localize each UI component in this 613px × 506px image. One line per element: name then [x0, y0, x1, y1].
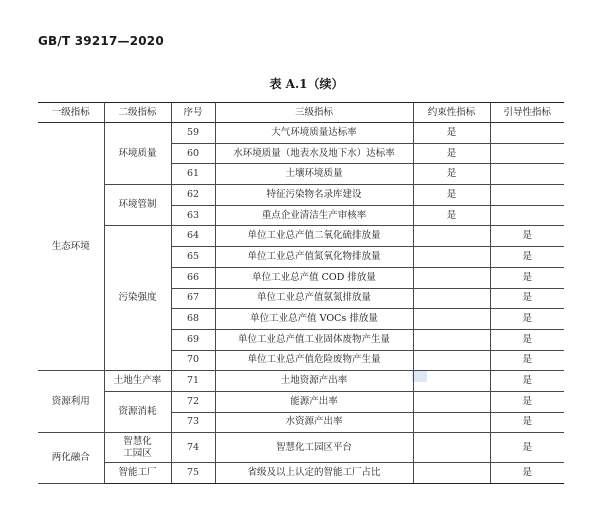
indicator-cell: 单位工业总产值二氧化硫排放量	[215, 226, 413, 247]
binding-cell	[413, 309, 490, 330]
level2-cell: 土地生产率	[104, 371, 171, 392]
binding-cell: 是	[413, 205, 490, 226]
binding-cell	[413, 247, 490, 268]
table-caption: 表 A.1（续）	[269, 77, 344, 91]
guiding-cell	[490, 123, 564, 144]
indicator-cell: 省级及以上认定的智能工厂占比	[215, 463, 413, 484]
binding-cell	[413, 329, 490, 350]
level1-cell: 生态环境	[38, 123, 104, 371]
indicator-cell: 大气环境质量达标率	[215, 123, 413, 144]
row-number: 63	[171, 205, 215, 226]
binding-cell: 是	[413, 123, 490, 144]
indicator-cell: 水环境质量（地表水及地下水）达标率	[215, 143, 413, 164]
table-row	[38, 123, 564, 144]
indicator-table	[38, 102, 564, 484]
guiding-cell: 是	[490, 329, 564, 350]
indicator-cell: 单位工业总产值 VOCs 排放量	[215, 309, 413, 330]
level2-cell: 环境管制	[104, 185, 171, 226]
level2-cell: 资源消耗	[104, 391, 171, 432]
guiding-cell: 是	[490, 267, 564, 288]
table-row	[38, 371, 564, 392]
guiding-cell: 是	[490, 371, 564, 392]
level2-cell: 智能工厂	[104, 463, 171, 484]
binding-cell	[413, 267, 490, 288]
row-number: 71	[171, 371, 215, 392]
guiding-cell	[490, 205, 564, 226]
row-number: 68	[171, 309, 215, 330]
level2-cell-text: 智慧化工园区	[123, 435, 152, 459]
binding-cell	[413, 433, 490, 463]
indicator-cell: 重点企业清洁生产审核率	[215, 205, 413, 226]
header-level3: 三级指标	[215, 103, 413, 123]
guiding-cell: 是	[490, 433, 564, 463]
row-number: 65	[171, 247, 215, 268]
row-number: 70	[171, 350, 215, 371]
table-header-row	[38, 103, 564, 123]
guiding-cell	[490, 164, 564, 185]
level2-cell: 环境质量	[104, 123, 171, 185]
header-binding: 约束性指标	[413, 103, 490, 123]
indicator-cell: 土壤环境质量	[215, 164, 413, 185]
guiding-cell: 是	[490, 350, 564, 371]
table-row	[38, 185, 564, 206]
guiding-cell: 是	[490, 247, 564, 268]
binding-cell	[413, 288, 490, 309]
binding-cell: 是	[413, 143, 490, 164]
indicator-cell: 智慧化工园区平台	[215, 433, 413, 463]
guiding-cell: 是	[490, 412, 564, 433]
table-row	[38, 226, 564, 247]
guiding-cell: 是	[490, 463, 564, 484]
guiding-cell: 是	[490, 226, 564, 247]
standard-code: GB/T 39217—2020	[38, 34, 164, 48]
guiding-cell: 是	[490, 288, 564, 309]
guiding-cell	[490, 185, 564, 206]
level2-cell	[104, 433, 171, 463]
table-row	[38, 463, 564, 484]
binding-cell	[413, 226, 490, 247]
indicator-cell: 单位工业总产值危险废物产生量	[215, 350, 413, 371]
level1-cell: 两化融合	[38, 433, 104, 484]
indicator-cell: 水资源产出率	[215, 412, 413, 433]
indicator-cell: 单位工业总产值氮氧化物排放量	[215, 247, 413, 268]
indicator-cell: 土地资源产出率	[215, 371, 413, 392]
binding-cell	[413, 412, 490, 433]
row-number: 59	[171, 123, 215, 144]
row-number: 69	[171, 329, 215, 350]
header-number: 序号	[171, 103, 215, 123]
binding-cell	[413, 463, 490, 484]
binding-cell: 是	[413, 185, 490, 206]
level1-cell: 资源利用	[38, 371, 104, 433]
row-number: 60	[171, 143, 215, 164]
indicator-cell: 单位工业总产值工业固体废物产生量	[215, 329, 413, 350]
row-number: 73	[171, 412, 215, 433]
indicator-cell: 单位工业总产值 COD 排放量	[215, 267, 413, 288]
binding-cell	[413, 371, 490, 392]
indicator-cell: 单位工业总产值氨氮排放量	[215, 288, 413, 309]
binding-cell	[413, 391, 490, 412]
header-level1: 一级指标	[38, 103, 104, 123]
header-guiding: 引导性指标	[490, 103, 564, 123]
guiding-cell: 是	[490, 391, 564, 412]
table-row	[38, 391, 564, 412]
indicator-cell: 能源产出率	[215, 391, 413, 412]
indicator-cell: 特征污染物名录库建设	[215, 185, 413, 206]
row-number: 75	[171, 463, 215, 484]
guiding-cell	[490, 143, 564, 164]
header-level2: 二级指标	[104, 103, 171, 123]
row-number: 64	[171, 226, 215, 247]
row-number: 66	[171, 267, 215, 288]
guiding-cell: 是	[490, 309, 564, 330]
level2-cell: 污染强度	[104, 226, 171, 371]
binding-cell: 是	[413, 164, 490, 185]
row-number: 62	[171, 185, 215, 206]
table-row	[38, 433, 564, 463]
row-number: 67	[171, 288, 215, 309]
binding-cell	[413, 350, 490, 371]
row-number: 72	[171, 391, 215, 412]
row-number: 61	[171, 164, 215, 185]
row-number: 74	[171, 433, 215, 463]
